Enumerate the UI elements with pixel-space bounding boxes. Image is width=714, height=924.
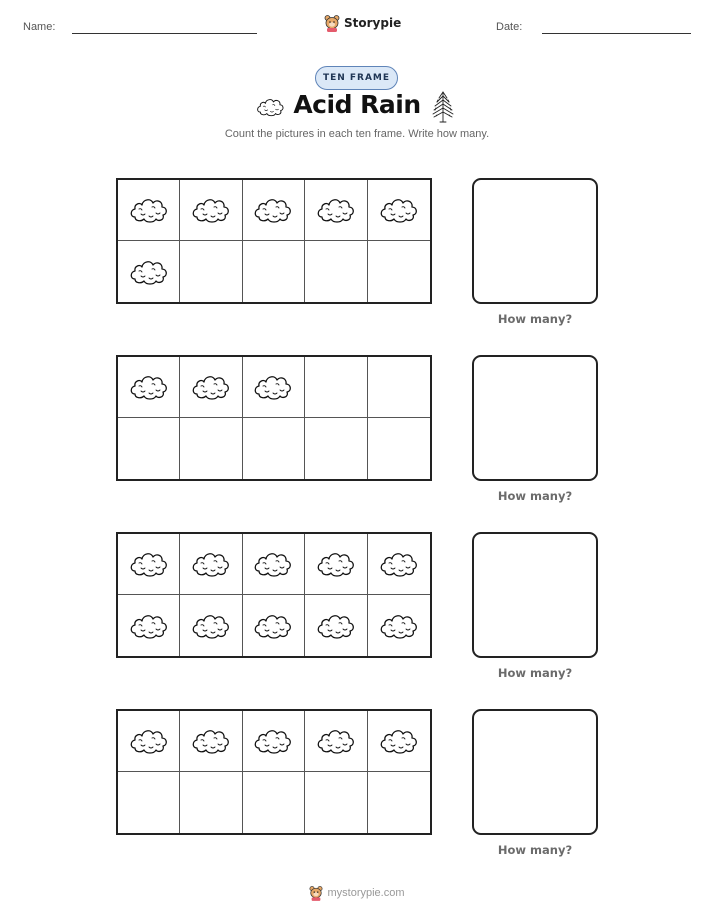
instructions: Count the pictures in each ten frame. Write how many. <box>224 128 490 140</box>
cloud-icon <box>316 195 356 225</box>
cloud-icon <box>253 611 293 641</box>
cloud-icon <box>129 726 169 756</box>
ten-frame-cell <box>180 534 242 595</box>
footer <box>0 885 714 901</box>
worksheet-title: Acid Rain <box>293 90 421 119</box>
brand-name: Storypie <box>344 16 402 30</box>
cloud-icon <box>379 611 419 641</box>
ten-frame-cell <box>243 711 305 772</box>
ten-frame-cell <box>243 595 305 656</box>
ten-frame <box>116 532 432 658</box>
how-many-label: How many? <box>497 312 573 326</box>
ten-frame-cell <box>368 595 430 656</box>
ten-frame-cell <box>368 357 430 418</box>
ten-frame-cell <box>305 180 367 241</box>
ten-frame-cell <box>180 418 242 479</box>
cloud-icon <box>316 611 356 641</box>
ten-frame-cell <box>118 534 180 595</box>
ten-frame-cell <box>180 772 242 833</box>
ten-frame-cell <box>118 772 180 833</box>
ten-frame-cell <box>368 180 430 241</box>
ten-frame-badge: TEN FRAME <box>315 66 398 90</box>
cloud-icon <box>129 611 169 641</box>
date-line[interactable] <box>542 33 691 34</box>
bear-mascot-icon <box>324 14 340 32</box>
how-many-label: How many? <box>497 489 573 503</box>
ten-frame-cell <box>305 595 367 656</box>
cloud-icon <box>129 195 169 225</box>
how-many-label: How many? <box>497 843 573 857</box>
cloud-icon <box>129 257 169 287</box>
date-label: Date: <box>496 21 523 33</box>
ten-frame-cell <box>180 241 242 302</box>
ten-frame-cell <box>368 241 430 302</box>
cloud-icon <box>253 726 293 756</box>
footer-url[interactable]: mystorypie.com <box>327 887 405 899</box>
cloud-icon <box>379 195 419 225</box>
ten-frame-cell <box>243 241 305 302</box>
ten-frame-cell <box>368 711 430 772</box>
ten-frame-cell <box>243 772 305 833</box>
cloud-icon <box>191 195 231 225</box>
answer-box[interactable] <box>472 178 598 304</box>
answer-box[interactable] <box>472 532 598 658</box>
ten-frame-cell <box>180 180 242 241</box>
cloud-icon <box>191 549 231 579</box>
ten-frame <box>116 709 432 835</box>
ten-frame-cell <box>118 595 180 656</box>
brand-logo <box>324 12 401 34</box>
ten-frame-cell <box>368 418 430 479</box>
name-label: Name: <box>23 21 56 33</box>
cloud-icon <box>379 549 419 579</box>
ten-frame <box>116 178 432 304</box>
how-many-label: How many? <box>497 666 573 680</box>
bear-mascot-icon <box>309 885 323 901</box>
ten-frame-cell <box>118 241 180 302</box>
cloud-icon <box>191 726 231 756</box>
cloud-icon <box>316 549 356 579</box>
cloud-icon <box>129 549 169 579</box>
cloud-icon <box>379 726 419 756</box>
ten-frame-cell <box>305 772 367 833</box>
ten-frame <box>116 355 432 481</box>
ten-frame-cell <box>243 534 305 595</box>
ten-frame-cell <box>368 534 430 595</box>
ten-frame-cell <box>305 711 367 772</box>
ten-frame-cell <box>305 357 367 418</box>
name-line[interactable] <box>72 33 257 34</box>
ten-frame-cell <box>180 595 242 656</box>
ten-frame-cell <box>243 180 305 241</box>
ten-frame-cell <box>118 180 180 241</box>
ten-frame-cell <box>180 357 242 418</box>
ten-frame-cell <box>243 357 305 418</box>
cloud-icon <box>191 372 231 402</box>
answer-box[interactable] <box>472 355 598 481</box>
cloud-icon <box>253 549 293 579</box>
cloud-icon <box>191 611 231 641</box>
ten-frame-cell <box>243 418 305 479</box>
ten-frame-cell <box>305 418 367 479</box>
cloud-icon <box>129 372 169 402</box>
cloud-icon <box>316 726 356 756</box>
ten-frame-cell <box>180 711 242 772</box>
ten-frame-cell <box>118 711 180 772</box>
cloud-icon <box>253 372 293 402</box>
answer-box[interactable] <box>472 709 598 835</box>
ten-frame-cell <box>118 418 180 479</box>
ten-frame-cell <box>305 534 367 595</box>
ten-frame-cell <box>305 241 367 302</box>
ten-frame-cell <box>368 772 430 833</box>
cloud-icon <box>253 195 293 225</box>
ten-frame-cell <box>118 357 180 418</box>
tree-icon <box>429 89 457 123</box>
